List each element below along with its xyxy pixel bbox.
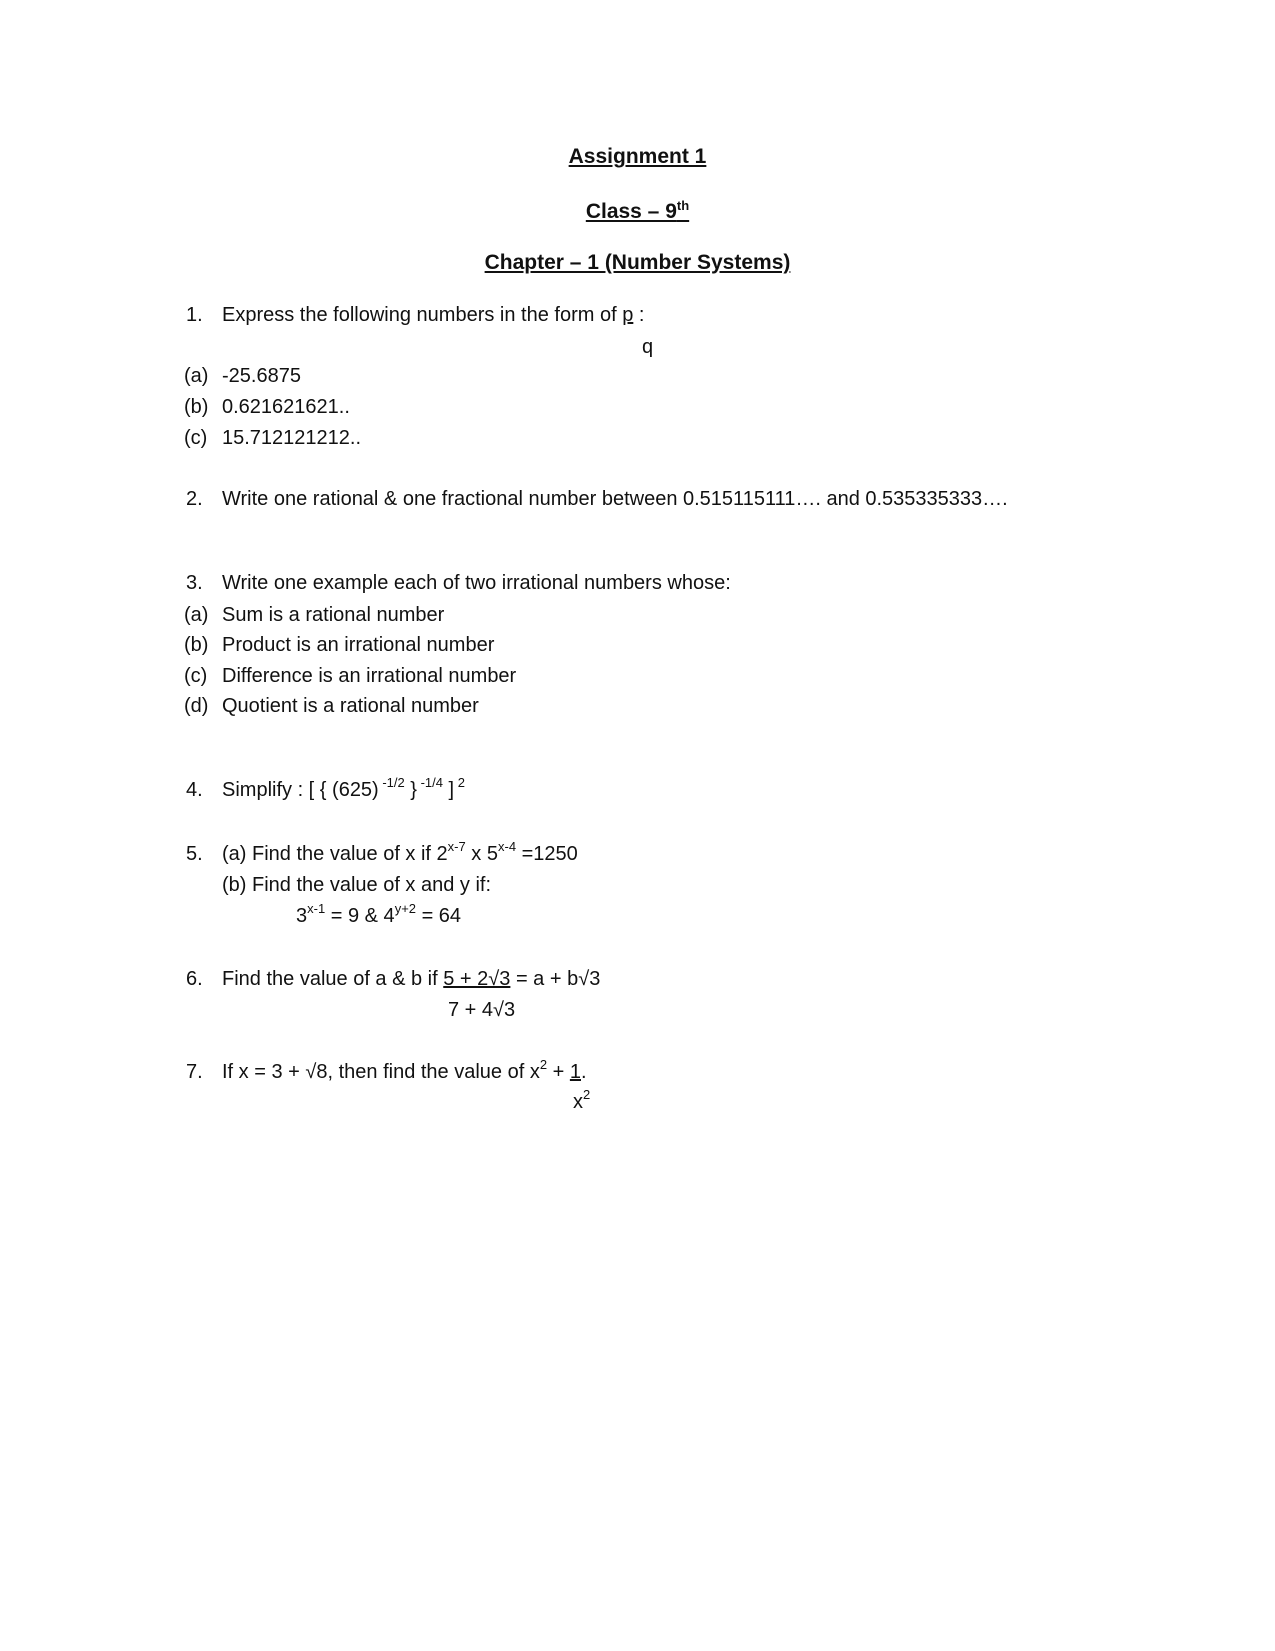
chapter-heading: Chapter – 1 (Number Systems) <box>484 251 791 274</box>
q4-number: 4. <box>186 779 203 801</box>
q1-item-text: 0.621621621.. <box>222 396 350 418</box>
q5-number: 5. <box>186 843 203 865</box>
q1-numerator-p: p <box>622 304 634 326</box>
q5-part-a: (a) Find the value of x if 2$^{x-7}$ x $5^{x-4} =1250$ <box>222 839 578 865</box>
q7-numerator: 1 <box>569 1061 581 1083</box>
q1-number: 1. <box>186 304 203 326</box>
q1-item-text: 15.712121212.. <box>222 427 362 449</box>
q2-number: 2. <box>186 488 203 510</box>
q6-number: 6. <box>186 968 203 990</box>
assignment-title: Assignment 1 <box>568 145 707 168</box>
q3-item-label: (c) <box>184 665 208 687</box>
q6-numerator: 5 + 2√3 <box>443 968 511 990</box>
q7-number: 7. <box>186 1061 203 1083</box>
q1-item-label: (c) <box>184 427 208 449</box>
q3-item-label: (a) <box>184 604 209 626</box>
q3-number: 3. <box>186 572 203 594</box>
q3-item-text: Product is an irrational number <box>222 634 495 656</box>
q3-item-label: (d) <box>184 695 209 717</box>
q7-text: If x = 3 + √8, then find the value of $x^2 + 1$. <box>222 1057 587 1083</box>
class-heading: Class – 9th <box>585 198 690 223</box>
q2-text: Write one rational & one fractional number between 0.515115111…. and 0.535335333…. <box>222 488 1008 510</box>
q6-denominator: 7 + 4√3 <box>448 999 516 1021</box>
q3-text: Write one example each of two irrational numbers whose: <box>222 572 731 594</box>
q3-item-text: Sum is a rational number <box>222 604 445 626</box>
q1-item-label: (a) <box>184 365 209 387</box>
q4-expression: Simplify : [ { (625) $^{-1/2}$ } $^{-1/4}$ ] $^2$ <box>222 775 465 801</box>
q1-text: Express the following numbers in the form of p : <box>222 304 645 326</box>
q5-part-b-equation: $3^{x-1} = 9$ & $4^{y+2} = 64$ <box>296 901 462 927</box>
q5-part-b: (b) Find the value of x and y if: <box>222 874 492 896</box>
q1-item-label: (b) <box>184 396 209 418</box>
q3-item-text: Quotient is a rational number <box>222 695 479 717</box>
q1-item-text: -25.6875 <box>222 365 301 387</box>
q3-item-label: (b) <box>184 634 209 656</box>
q3-item-text: Difference is an irrational number <box>222 665 517 687</box>
q6-text: Find the value of a & b if 5 + 2√3 = a + b√3 <box>222 968 601 990</box>
q7-denominator: $x^2$ <box>573 1087 591 1113</box>
q1-denominator-q: q <box>642 336 654 358</box>
